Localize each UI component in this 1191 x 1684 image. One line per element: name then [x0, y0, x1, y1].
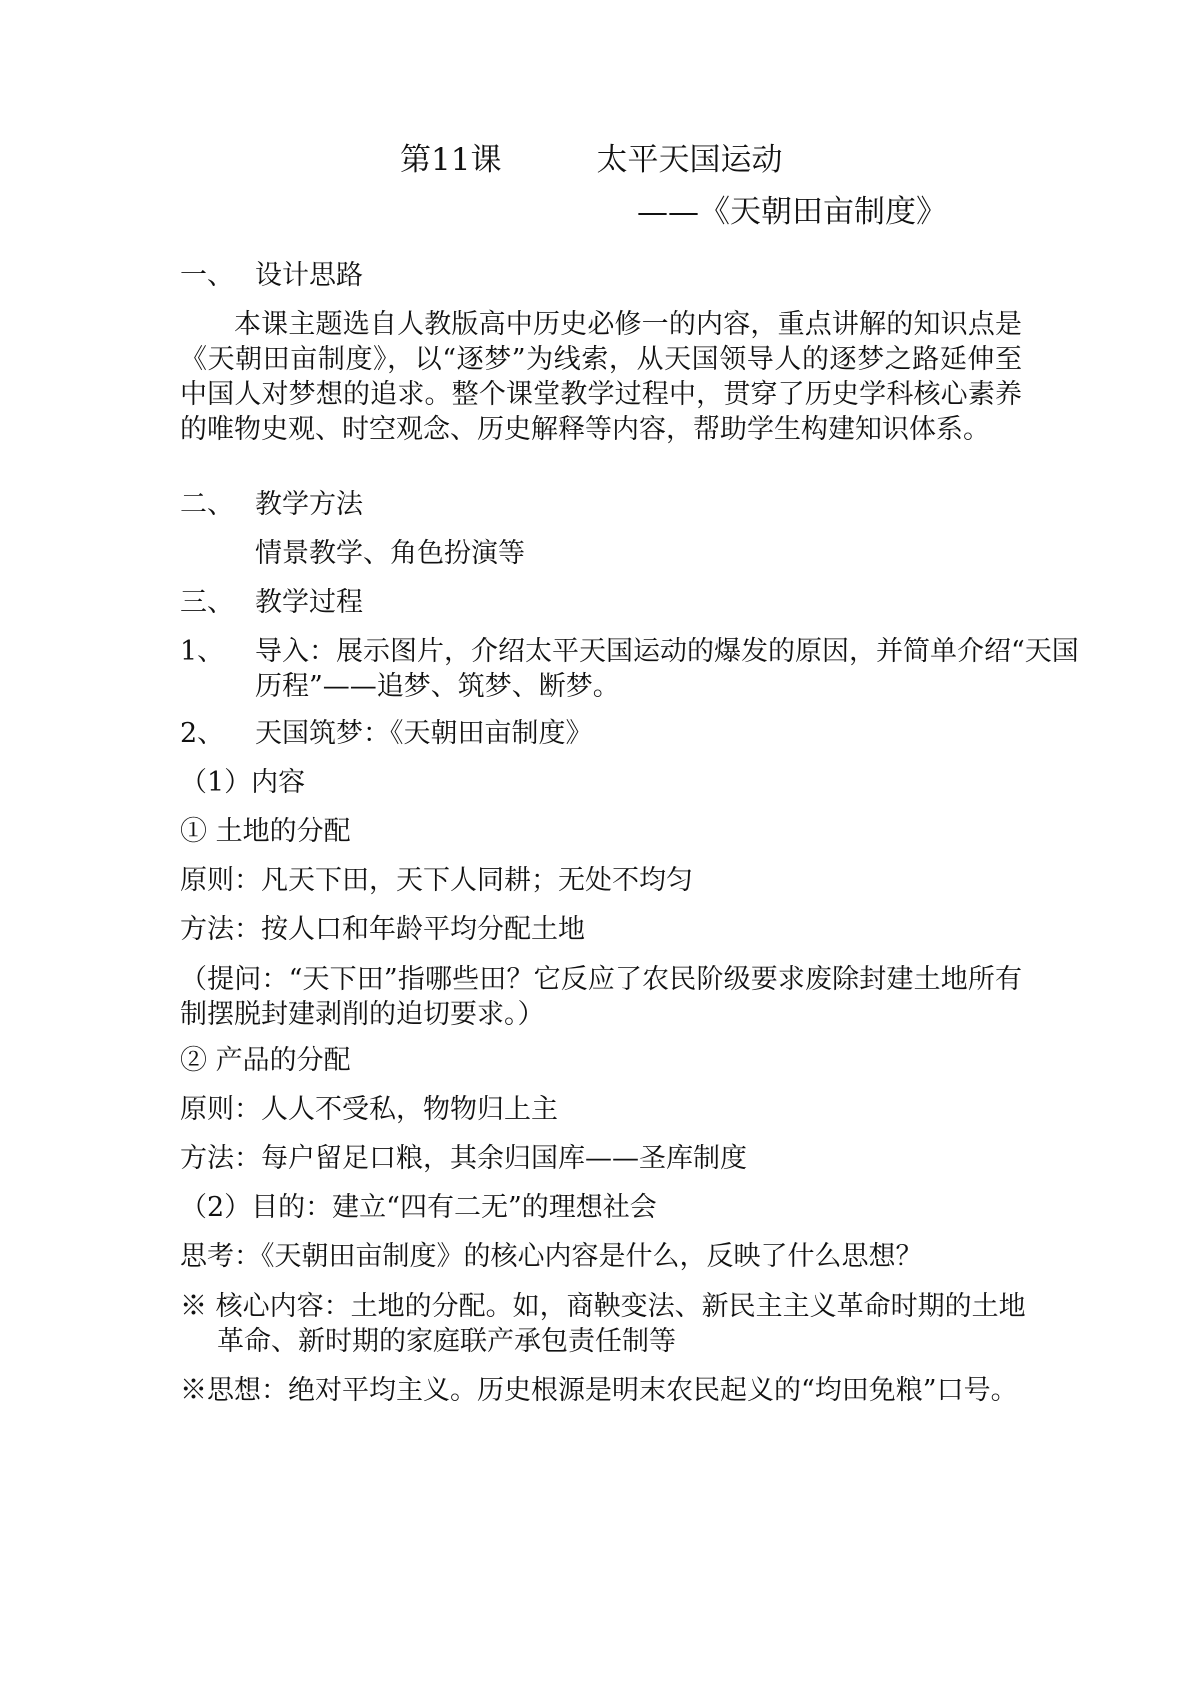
- section-heading-method: [180, 488, 363, 522]
- product-principle: 原则：人人不受私，物物归上主: [180, 1094, 558, 1125]
- land-method: 方法：按人口和年龄平均分配土地: [180, 914, 585, 945]
- section-number: 三、: [180, 587, 234, 618]
- think-question: 思考：《天朝田亩制度》的核心内容是什么，反映了什么思想？: [180, 1241, 923, 1272]
- section-title: 教学方法: [255, 489, 363, 520]
- lesson-subtitle: ——《天朝田亩制度》: [637, 194, 947, 230]
- lesson-topic: 太平天国运动: [596, 142, 783, 178]
- design-paragraph: 本课主题选自人教版高中历史必修一的内容，重点讲解的知识点是《天朝田亩制度》，以“逐梦”为线索，从天国领导人的逐梦之路延伸至中国人对梦想的追求。整个课堂教学过程中，贯穿了历史学科核心素养的唯物史观、时空观念、历史解释等内容，帮助学生构建知识体系。: [180, 309, 1022, 445]
- section-title: 教学过程: [255, 587, 363, 618]
- step-text: 天国筑梦：《天朝田亩制度》: [255, 718, 593, 749]
- land-heading: ① 土地的分配: [180, 816, 351, 847]
- land-question: （提问：“天下田”指哪些田？它反应了农民阶级要求废除封建土地所有制摆脱封建剥削的迫切要求。）: [180, 964, 1022, 1030]
- method-text: 情景教学、角色扮演等: [255, 538, 525, 569]
- purpose-text: （2）目的：建立“四有二无”的理想社会: [180, 1192, 657, 1223]
- core-note: ※ 核心内容：土地的分配。如，商鞅变法、新民主主义革命时期的土地革命、新时期的家庭联产承包责任制等: [180, 1291, 1026, 1357]
- section-number: 一、: [180, 260, 234, 291]
- section-heading-process: [180, 586, 363, 620]
- lesson-title: [400, 140, 782, 180]
- step-text: 导入：展示图片，介绍太平天国运动的爆发的原因，并简单介绍“天国历程”——追梦、筑梦、断梦。: [255, 636, 1079, 702]
- section-number: 二、: [180, 489, 234, 520]
- section-heading-design: [180, 259, 363, 293]
- content-label: （1）内容: [180, 767, 306, 798]
- process-step-1: [180, 634, 1097, 704]
- land-principle: 原则：凡天下田，天下人同耕；无处不均匀: [180, 865, 693, 896]
- product-method: 方法：每户留足口粮，其余归国库——圣库制度: [180, 1143, 747, 1174]
- step-number: 2、: [180, 718, 225, 749]
- lesson-number: 第11课: [400, 142, 502, 178]
- step-number: 1、: [180, 636, 225, 667]
- section-title: 设计思路: [255, 260, 363, 291]
- product-heading: ② 产品的分配: [180, 1045, 351, 1076]
- thought-note: ※思想：绝对平均主义。历史根源是明末农民起义的“均田免粮”口号。: [180, 1375, 1018, 1406]
- process-step-2: [180, 717, 593, 751]
